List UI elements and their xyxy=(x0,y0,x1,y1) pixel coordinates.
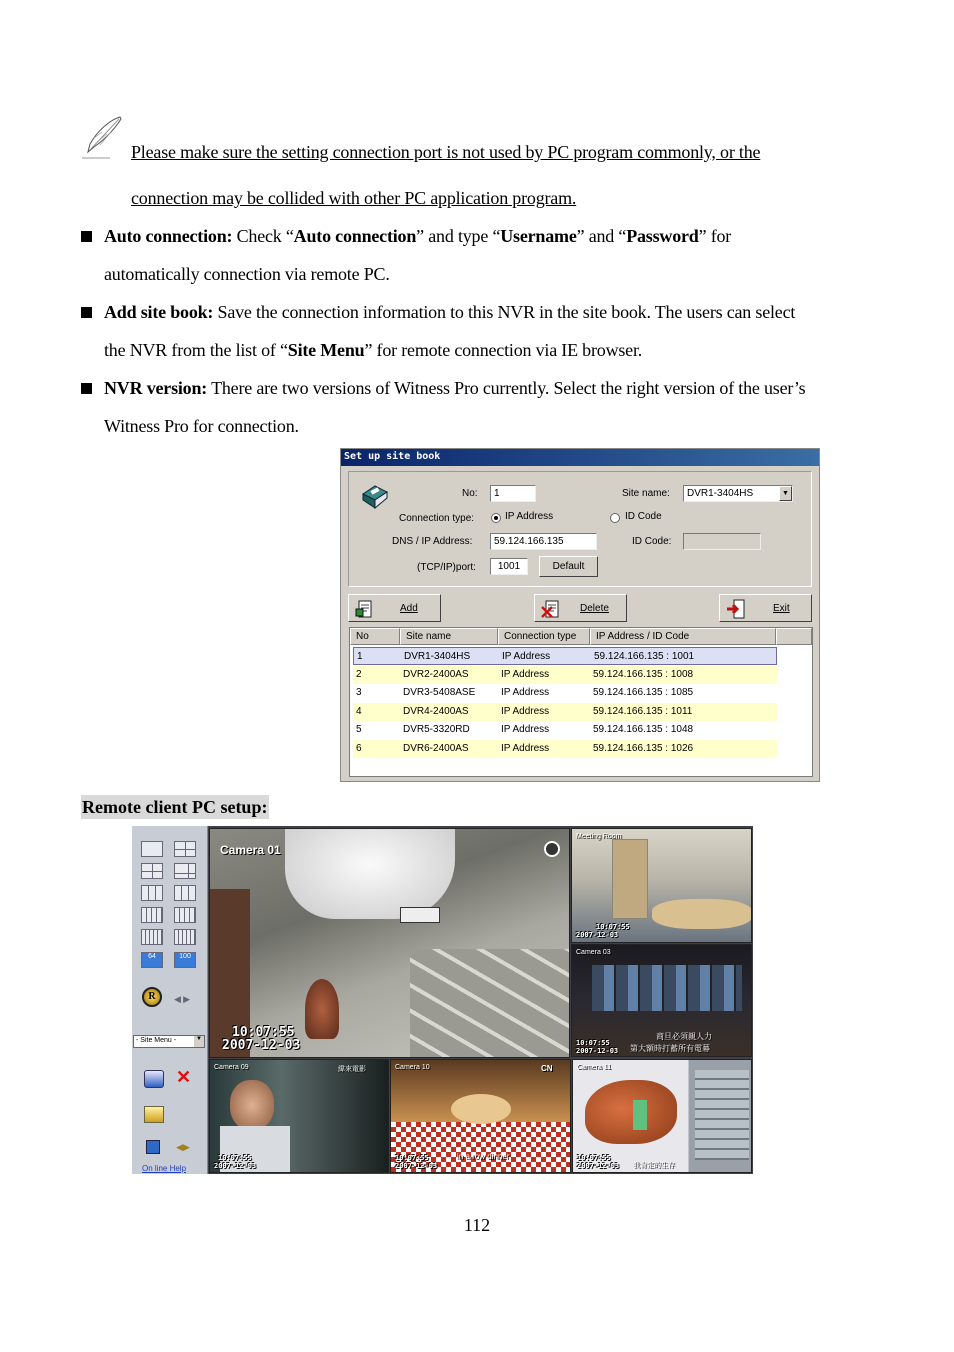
row-connection-type: IP Address xyxy=(501,669,550,680)
camera-settings-icon[interactable] xyxy=(544,841,560,857)
model-highlight xyxy=(633,1100,647,1130)
tile-time: 10:07:55 xyxy=(596,923,630,931)
nav-arrows-icon[interactable]: ◀ ▶ xyxy=(174,994,191,1004)
ui-panel xyxy=(695,1070,749,1160)
tile-date: 2007-12-03 xyxy=(576,931,619,939)
row-no: 4 xyxy=(356,706,362,717)
bullet-nvr-version-line2: Witness Pro for connection. xyxy=(104,416,299,436)
bullet-auto-connection-line2: automatically connection via remote PC. xyxy=(104,264,390,284)
note-line-2: connection may be collided with other PC application program. xyxy=(131,188,577,208)
tile-label: Camera 03 xyxy=(576,949,611,956)
add-button-label: Add xyxy=(400,603,418,614)
tile-label: Camera 10 xyxy=(395,1064,430,1071)
radio-id-code[interactable] xyxy=(610,513,620,523)
add-site-icon xyxy=(355,599,375,619)
camera-tile[interactable] xyxy=(571,944,752,1057)
column-header-ip-id[interactable]: IP Address / ID Code xyxy=(590,628,776,645)
layout-13-button[interactable] xyxy=(141,907,163,923)
exit-button[interactable] xyxy=(719,594,812,622)
layout-1-button[interactable] xyxy=(141,841,163,857)
row-ip-id: 59.124.166.135 : 1011 xyxy=(593,706,693,717)
camera-tile[interactable] xyxy=(209,1059,389,1173)
connection-group xyxy=(348,471,812,587)
tile-time: 10:07:55 xyxy=(395,1154,429,1162)
shelf-shape xyxy=(612,839,648,919)
bullet-marker xyxy=(81,307,92,318)
port-input[interactable]: 1001 xyxy=(490,558,528,575)
table-row[interactable] xyxy=(353,740,777,758)
table-row[interactable] xyxy=(353,684,777,702)
column-header-no[interactable]: No xyxy=(350,628,400,645)
site-book-dialog xyxy=(340,448,820,782)
car-shape xyxy=(285,829,455,919)
row-site-name: DVR6-2400AS xyxy=(403,743,469,754)
tile-label: Meeting Room xyxy=(576,833,622,840)
row-connection-type: IP Address xyxy=(502,651,551,662)
dns-ip-label: DNS / IP Address: xyxy=(392,536,473,547)
radio-ip-address[interactable] xyxy=(491,513,501,523)
radio-ip-address-label: IP Address xyxy=(505,511,554,522)
remote-client-screenshot xyxy=(132,826,753,1174)
site-menu-select[interactable] xyxy=(133,1035,205,1048)
layout-25-button[interactable] xyxy=(141,929,163,945)
id-code-label: ID Code: xyxy=(632,536,672,547)
license-plate xyxy=(400,907,440,923)
port-label: (TCP/IP)port: xyxy=(417,562,476,573)
site-book-icon xyxy=(359,482,391,512)
site-name-value: DVR1-3404HS xyxy=(687,488,754,499)
delete-site-icon xyxy=(541,599,561,619)
row-no: 3 xyxy=(356,687,362,698)
section-caption: Remote client PC setup: xyxy=(82,797,268,817)
plant-shape xyxy=(305,979,339,1039)
chevron-down-icon[interactable]: ▼ xyxy=(779,486,792,501)
site-name-select[interactable] xyxy=(683,485,793,502)
row-site-name: DVR2-2400AS xyxy=(403,669,469,680)
row-no: 5 xyxy=(356,724,362,735)
dns-ip-input[interactable]: 59.124.166.135 xyxy=(490,533,597,550)
main-timestamp-date: 2007-12-03 xyxy=(222,1038,301,1053)
row-ip-id: 59.124.166.135 : 1026 xyxy=(593,743,694,754)
scene-shape xyxy=(451,1094,511,1124)
tile-label: Camera 09 xyxy=(214,1064,249,1071)
disconnect-icon[interactable]: ✕ xyxy=(176,1067,192,1087)
exit-door-icon xyxy=(726,599,746,619)
table-row[interactable] xyxy=(353,647,777,665)
row-site-name: DVR5-3320RD xyxy=(403,724,470,735)
chevron-down-icon[interactable]: ▼ xyxy=(194,1036,204,1047)
row-ip-id: 59.124.166.135 : 1001 xyxy=(594,651,695,662)
layout-6-button[interactable] xyxy=(141,863,163,879)
row-connection-type: IP Address xyxy=(501,687,550,698)
cnn-logo: CN xyxy=(541,1064,553,1073)
monitor-wall xyxy=(592,965,742,1011)
radio-id-code-label: ID Code xyxy=(625,511,662,522)
tile-time: 10:07:55 xyxy=(577,1154,611,1162)
bullet-add-site-book: Add site book: Save the connection information to this NVR in the site book. The users can select xyxy=(104,302,796,322)
camera-main-label: Camera 01 xyxy=(220,843,281,857)
tile-caption-cn: 商旦必須親人力 xyxy=(656,1032,712,1041)
page-arrows-icon[interactable]: ◀▶ xyxy=(176,1142,190,1152)
table-row[interactable] xyxy=(353,666,777,684)
table-shape xyxy=(652,899,752,929)
folder-icon[interactable] xyxy=(144,1106,164,1123)
bullet-auto-connection: Auto connection: Check “Auto connection” and type “Username” and “Password” for xyxy=(104,226,732,246)
connect-icon[interactable] xyxy=(144,1070,164,1088)
table-row[interactable] xyxy=(353,703,777,721)
row-site-name: DVR3-5408ASE xyxy=(403,687,476,698)
column-header-filler xyxy=(776,628,812,645)
record-icon[interactable]: R xyxy=(142,987,162,1007)
connection-type-label: Connection type: xyxy=(399,513,475,524)
row-connection-type: IP Address xyxy=(501,724,550,735)
site-table xyxy=(349,627,813,777)
layout-4-button[interactable] xyxy=(174,841,196,857)
layout-9-button[interactable] xyxy=(141,885,163,901)
tile-date: 2007-12-03 xyxy=(395,1162,438,1170)
id-code-input[interactable] xyxy=(683,533,761,550)
tile-date: 2007-12-03 xyxy=(577,1162,620,1170)
no-label: No: xyxy=(462,488,478,499)
column-header-site-name[interactable]: Site name xyxy=(400,628,498,645)
bullet-add-site-book-line2: the NVR from the list of “Site Menu” for remote connection via IE browser. xyxy=(104,340,643,360)
table-row[interactable] xyxy=(353,721,777,739)
layout-8-button[interactable] xyxy=(174,863,196,879)
delete-button[interactable] xyxy=(534,594,627,622)
row-no: 2 xyxy=(356,669,362,680)
tile-time: 10:07:55 xyxy=(576,1039,610,1047)
liver-model-shape xyxy=(585,1080,677,1144)
camera-tile[interactable] xyxy=(571,828,752,943)
delete-button-label: Delete xyxy=(580,603,609,614)
no-input[interactable]: 1 xyxy=(490,485,536,502)
client-sidebar xyxy=(132,826,208,1174)
site-name-label: Site name: xyxy=(622,488,670,499)
site-menu-value: - Site Menu - xyxy=(136,1037,177,1044)
layout-16-button[interactable] xyxy=(174,907,196,923)
row-ip-id: 59.124.166.135 : 1008 xyxy=(593,669,694,680)
tile-date: 2007-12-03 xyxy=(576,1047,619,1055)
tile-time: 10:07:55 xyxy=(218,1154,252,1162)
bullet-nvr-version: NVR version: There are two versions of Witness Pro currently. Select the right version of the user’s xyxy=(104,378,806,398)
layout-10-button[interactable] xyxy=(174,885,196,901)
layout-100-button[interactable]: 100 xyxy=(174,952,196,968)
default-button[interactable]: Default xyxy=(539,556,598,577)
layout-36-button[interactable] xyxy=(174,929,196,945)
row-connection-type: IP Address xyxy=(501,743,550,754)
layout-64-button[interactable]: 64 xyxy=(141,952,163,968)
road xyxy=(410,949,570,1058)
camera-main-feed[interactable] xyxy=(209,828,570,1058)
camera-tile[interactable] xyxy=(390,1059,571,1173)
tile-caption-cn-2: 第大額時打蓄所有電幕 xyxy=(630,1044,710,1053)
column-header-connection-type[interactable]: Connection type xyxy=(498,628,590,645)
row-site-name: DVR4-2400AS xyxy=(403,706,469,717)
tile-subtitle: in a row dinner xyxy=(457,1152,510,1161)
bullet-marker xyxy=(81,383,92,394)
main-timestamp-time: 10:07:55 xyxy=(232,1025,295,1040)
dialog-title: Set up site book xyxy=(341,449,819,466)
tv-channel-logo: 緯來電影 xyxy=(338,1066,366,1073)
tile-subtitle: 我肯定的生存 xyxy=(633,1162,675,1169)
row-no: 1 xyxy=(357,651,363,662)
row-site-name: DVR1-3404HS xyxy=(404,651,471,662)
row-ip-id: 59.124.166.135 : 1085 xyxy=(593,687,694,698)
row-ip-id: 59.124.166.135 : 1048 xyxy=(593,724,694,735)
camera-tile[interactable] xyxy=(572,1059,752,1173)
tile-date: 2007-12-03 xyxy=(214,1162,257,1170)
tile-label: Camera 11 xyxy=(577,1064,612,1071)
feather-pen-icon xyxy=(80,114,126,160)
online-help-link[interactable]: On line Help xyxy=(142,1164,187,1173)
note-line-1: Please make sure the setting connection port is not used by PC program commonly, or the xyxy=(131,142,761,162)
row-no: 6 xyxy=(356,743,362,754)
exit-button-label: Exit xyxy=(773,603,790,614)
bullet-marker xyxy=(81,231,92,242)
person-face xyxy=(230,1080,274,1130)
monitor-icon[interactable] xyxy=(146,1140,160,1154)
row-connection-type: IP Address xyxy=(501,706,550,717)
add-button[interactable] xyxy=(348,594,441,622)
page-number: 112 xyxy=(463,1215,491,1235)
